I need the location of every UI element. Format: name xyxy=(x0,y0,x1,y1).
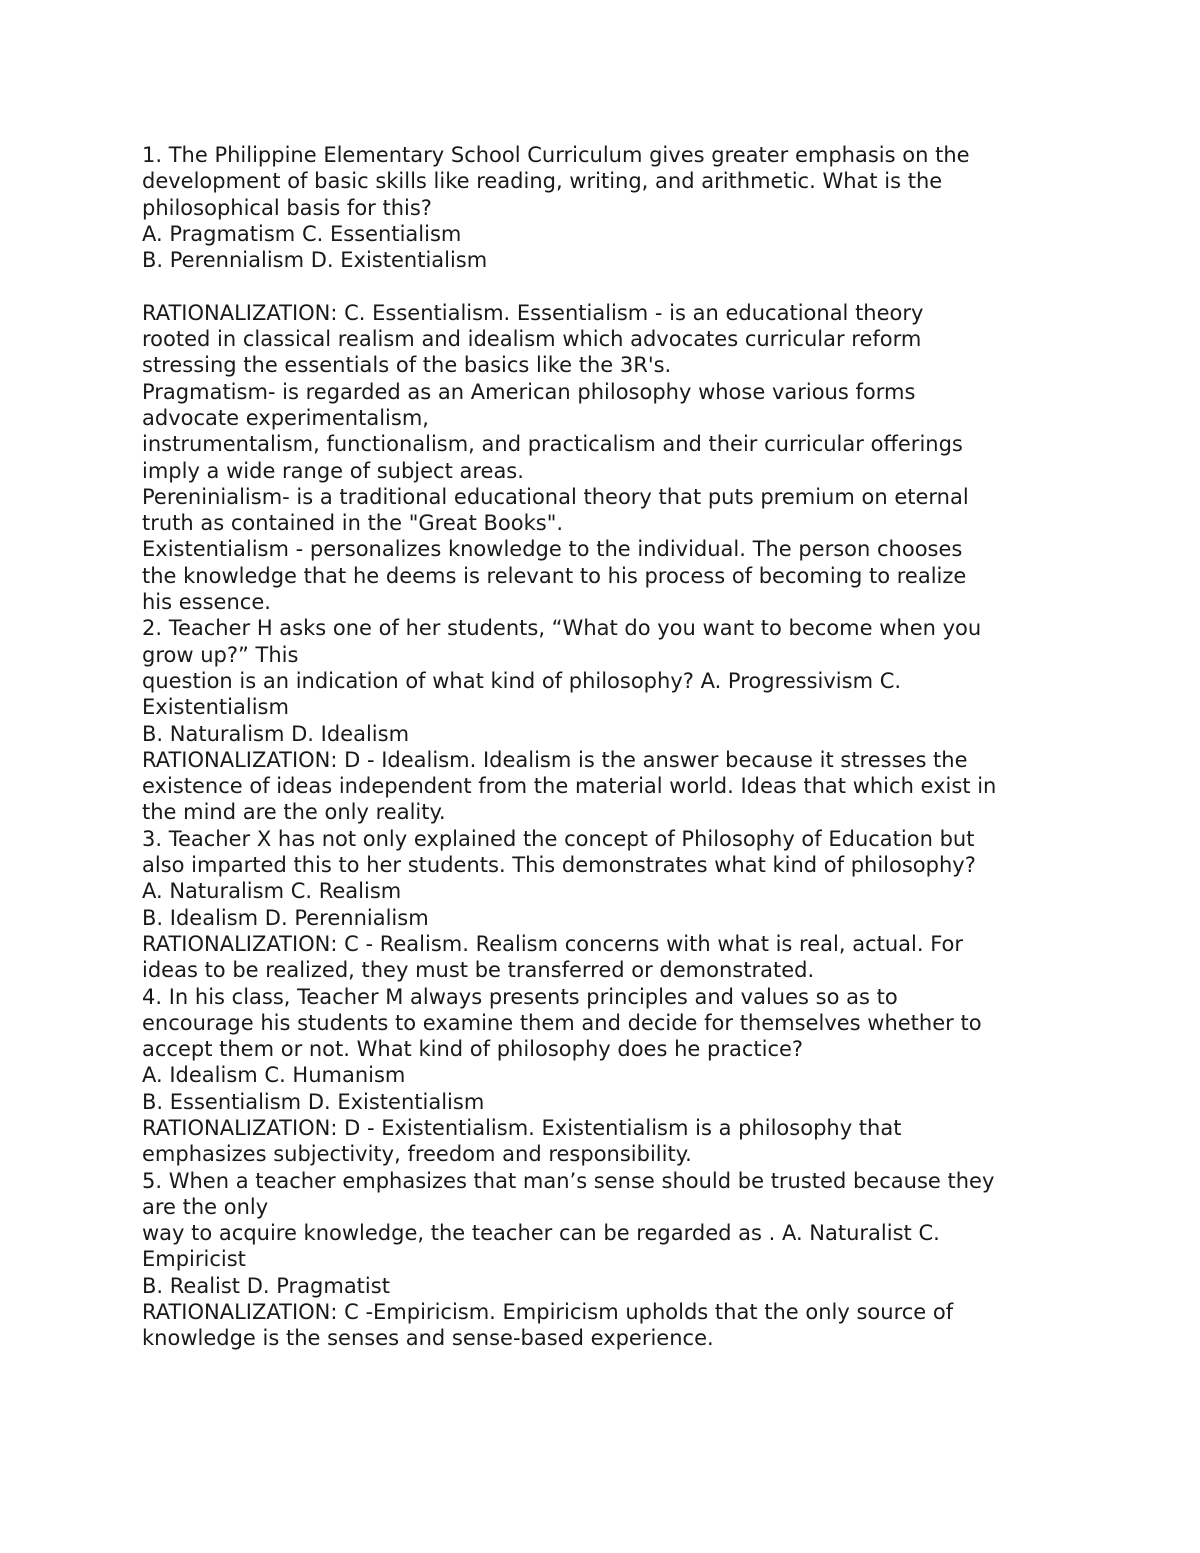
text-line: Existentialism - personalizes knowledge to the individual. The person chooses xyxy=(142,537,963,562)
text-line: way to acquire knowledge, the teacher can be regarded as . A. Naturalist C. xyxy=(142,1221,940,1246)
document-body xyxy=(142,142,1082,1352)
text-line: 4. In his class, Teacher M always presents principles and values so as to xyxy=(142,984,898,1009)
text-line: RATIONALIZATION: C - Realism. Realism concerns with what is real, actual. For xyxy=(142,931,964,956)
text-line: the mind are the only reality. xyxy=(142,800,446,825)
text-line: instrumentalism, functionalism, and practicalism and their curricular offerings xyxy=(142,432,963,457)
text-line: Existentialism xyxy=(142,695,289,720)
text-line: grow up?” This xyxy=(142,642,299,667)
text-line: B. Realist D. Pragmatist xyxy=(142,1273,390,1298)
text-line: B. Naturalism D. Idealism xyxy=(142,721,410,746)
text-line: stressing the essentials of the basics like the 3R's. xyxy=(142,353,672,378)
text-line: B. Perennialism D. Existentialism xyxy=(142,248,488,273)
text-line: Pereninialism- is a traditional educational theory that puts premium on eternal xyxy=(142,484,969,509)
text-line: his essence. xyxy=(142,590,271,615)
text-line: development of basic skills like reading, writing, and arithmetic. What is the xyxy=(142,169,943,194)
text-line: knowledge is the senses and sense-based experience. xyxy=(142,1326,714,1351)
text-line: the knowledge that he deems is relevant to his process of becoming to realize xyxy=(142,563,967,588)
text-line: Pragmatism- is regarded as an American philosophy whose various forms xyxy=(142,379,916,404)
text-line: A. Idealism C. Humanism xyxy=(142,1063,406,1088)
text-line: A. Naturalism C. Realism xyxy=(142,879,402,904)
text-line: 3. Teacher X has not only explained the concept of Philosophy of Education but xyxy=(142,826,975,851)
text-line: rooted in classical realism and idealism which advocates curricular reform xyxy=(142,327,922,352)
text-line: 5. When a teacher emphasizes that man’s sense should be trusted because they xyxy=(142,1168,995,1193)
text-line: B. Essentialism D. Existentialism xyxy=(142,1089,485,1114)
text-line: RATIONALIZATION: C -Empiricism. Empiricism upholds that the only source of xyxy=(142,1300,954,1325)
text-line: 1. The Philippine Elementary School Curriculum gives greater emphasis on the xyxy=(142,143,970,167)
text-line: imply a wide range of subject areas. xyxy=(142,458,524,483)
text-line: ideas to be realized, they must be transferred or demonstrated. xyxy=(142,958,815,983)
text-line: RATIONALIZATION: D - Existentialism. Existentialism is a philosophy that xyxy=(142,1115,902,1140)
text-line: RATIONALIZATION: C. Essentialism. Essentialism - is an educational theory xyxy=(142,300,924,325)
text-line: RATIONALIZATION: D - Idealism. Idealism is the answer because it stresses the xyxy=(142,747,968,772)
text-line: emphasizes subjectivity, freedom and responsibility. xyxy=(142,1142,692,1167)
text-line: existence of ideas independent from the material world. Ideas that which exist in xyxy=(142,774,997,799)
text-line: accept them or not. What kind of philosophy does he practice? xyxy=(142,1037,804,1062)
text-line: B. Idealism D. Perennialism xyxy=(142,905,429,930)
text-line: advocate experimentalism, xyxy=(142,405,429,430)
text-line: 2. Teacher H asks one of her students, “What do you want to become when you xyxy=(142,616,982,641)
text-line: question is an indication of what kind of philosophy? A. Progressivism C. xyxy=(142,668,902,693)
text-line: are the only xyxy=(142,1194,269,1219)
text-line: truth as contained in the "Great Books". xyxy=(142,511,564,536)
text-line: A. Pragmatism C. Essentialism xyxy=(142,221,462,246)
blank-line xyxy=(142,273,1082,299)
text-line: encourage his students to examine them and decide for themselves whether to xyxy=(142,1010,982,1035)
text-line: philosophical basis for this? xyxy=(142,195,432,220)
text-line: Empiricist xyxy=(142,1247,246,1272)
text-line: also imparted this to her students. This demonstrates what kind of philosophy? xyxy=(142,853,976,878)
